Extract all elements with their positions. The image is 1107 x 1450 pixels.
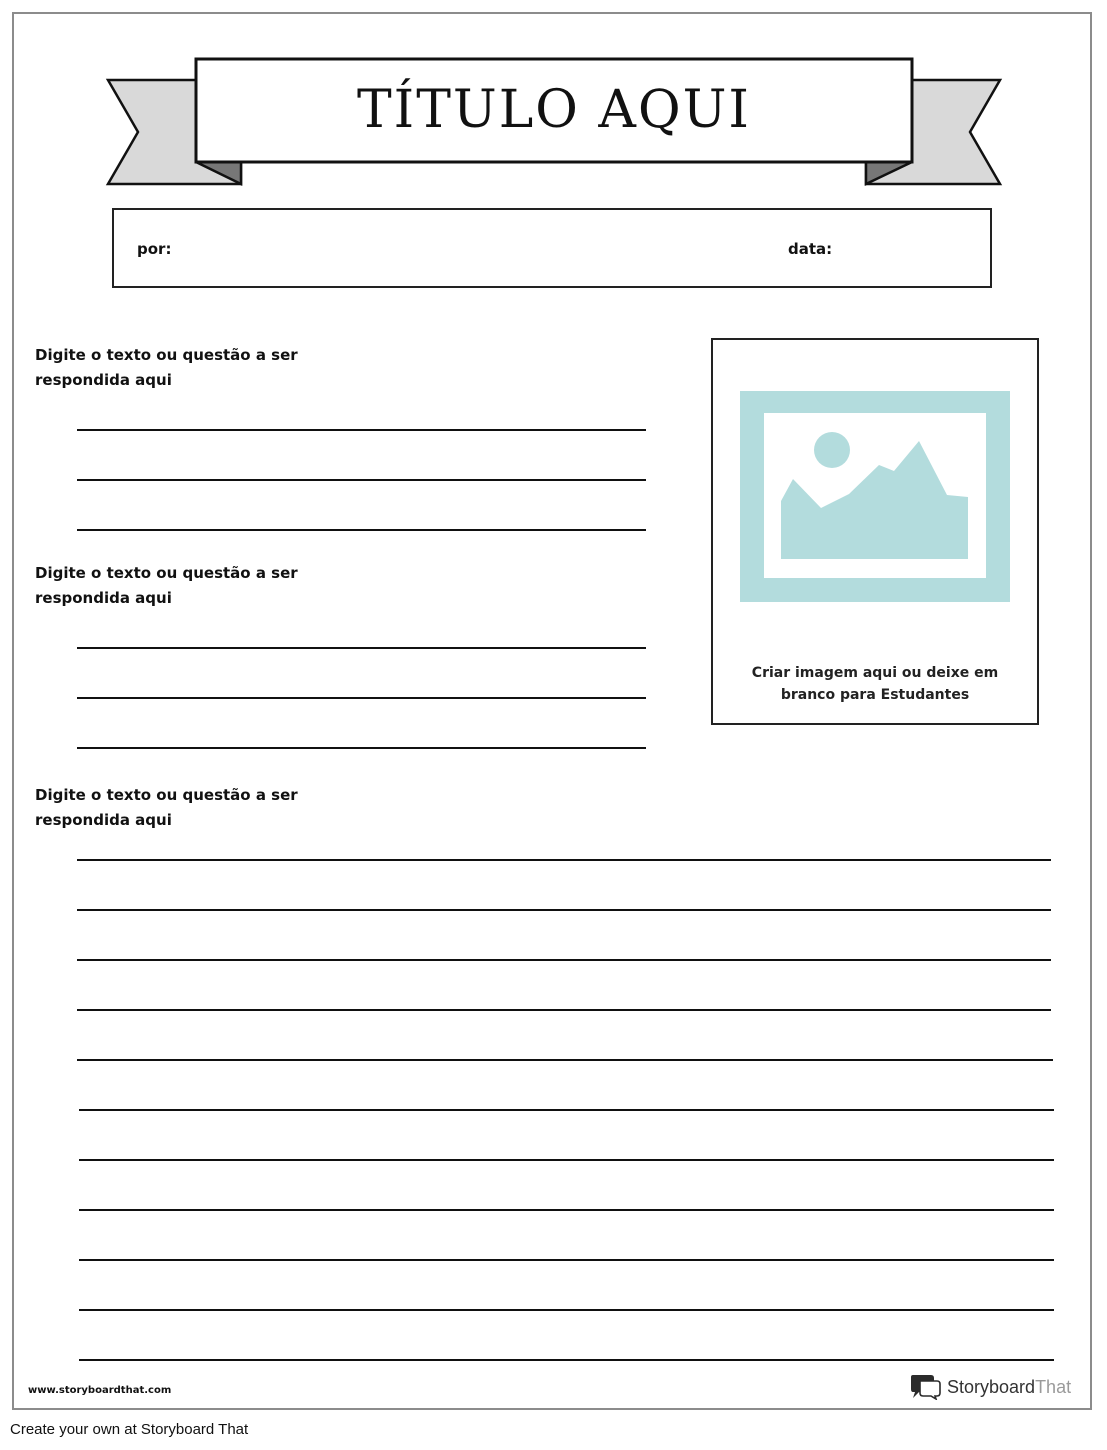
answer-line[interactable]: [77, 1009, 1051, 1011]
prompt-line: respondida aqui: [35, 589, 172, 607]
answer-line[interactable]: [77, 1059, 1053, 1061]
image-box[interactable]: [711, 338, 1039, 725]
speech-bubble-logo-icon: [909, 1374, 941, 1400]
answer-line[interactable]: [79, 1209, 1054, 1211]
answer-line[interactable]: [77, 959, 1051, 961]
answer-line[interactable]: [77, 697, 646, 699]
site-url[interactable]: www.storyboardthat.com: [28, 1385, 172, 1396]
create-your-own-link[interactable]: Create your own at Storyboard That: [10, 1421, 249, 1438]
prompt-line: Digite o texto ou questão a ser: [35, 564, 298, 582]
answer-line[interactable]: [77, 479, 646, 481]
answer-line[interactable]: [79, 1109, 1054, 1111]
answer-line[interactable]: [77, 647, 646, 649]
answer-line[interactable]: [77, 859, 1051, 861]
section-3-prompt[interactable]: [35, 783, 315, 833]
worksheet-title[interactable]: TÍTULO AQUI: [357, 80, 751, 140]
answer-line[interactable]: [79, 1309, 1054, 1311]
answer-line[interactable]: [79, 1159, 1054, 1161]
by-label: por:: [137, 240, 172, 258]
answer-line[interactable]: [79, 1359, 1054, 1361]
prompt-line: Digite o texto ou questão a ser: [35, 346, 298, 364]
brand-accent: That: [1035, 1376, 1072, 1397]
date-label: data:: [788, 240, 833, 258]
caption-line: branco para Estudantes: [780, 687, 970, 703]
answer-line[interactable]: [77, 429, 646, 431]
brand-text: [947, 1377, 1071, 1398]
answer-line[interactable]: [79, 1259, 1054, 1261]
prompt-line: respondida aqui: [35, 811, 172, 829]
answer-line[interactable]: [77, 747, 646, 749]
prompt-line: respondida aqui: [35, 371, 172, 389]
answer-line[interactable]: [77, 909, 1051, 911]
image-placeholder-icon: [740, 391, 1010, 602]
answer-line[interactable]: [77, 529, 646, 531]
prompt-line: Digite o texto ou questão a ser: [35, 786, 298, 804]
section-1-prompt[interactable]: [35, 343, 315, 393]
image-caption: [713, 662, 1037, 706]
storyboardthat-logo[interactable]: [909, 1373, 1071, 1401]
caption-line: Criar imagem aqui ou deixe em: [751, 665, 999, 681]
section-2-prompt[interactable]: [35, 561, 315, 611]
brand-main: Storyboard: [947, 1376, 1036, 1397]
name-date-box[interactable]: [112, 208, 992, 288]
